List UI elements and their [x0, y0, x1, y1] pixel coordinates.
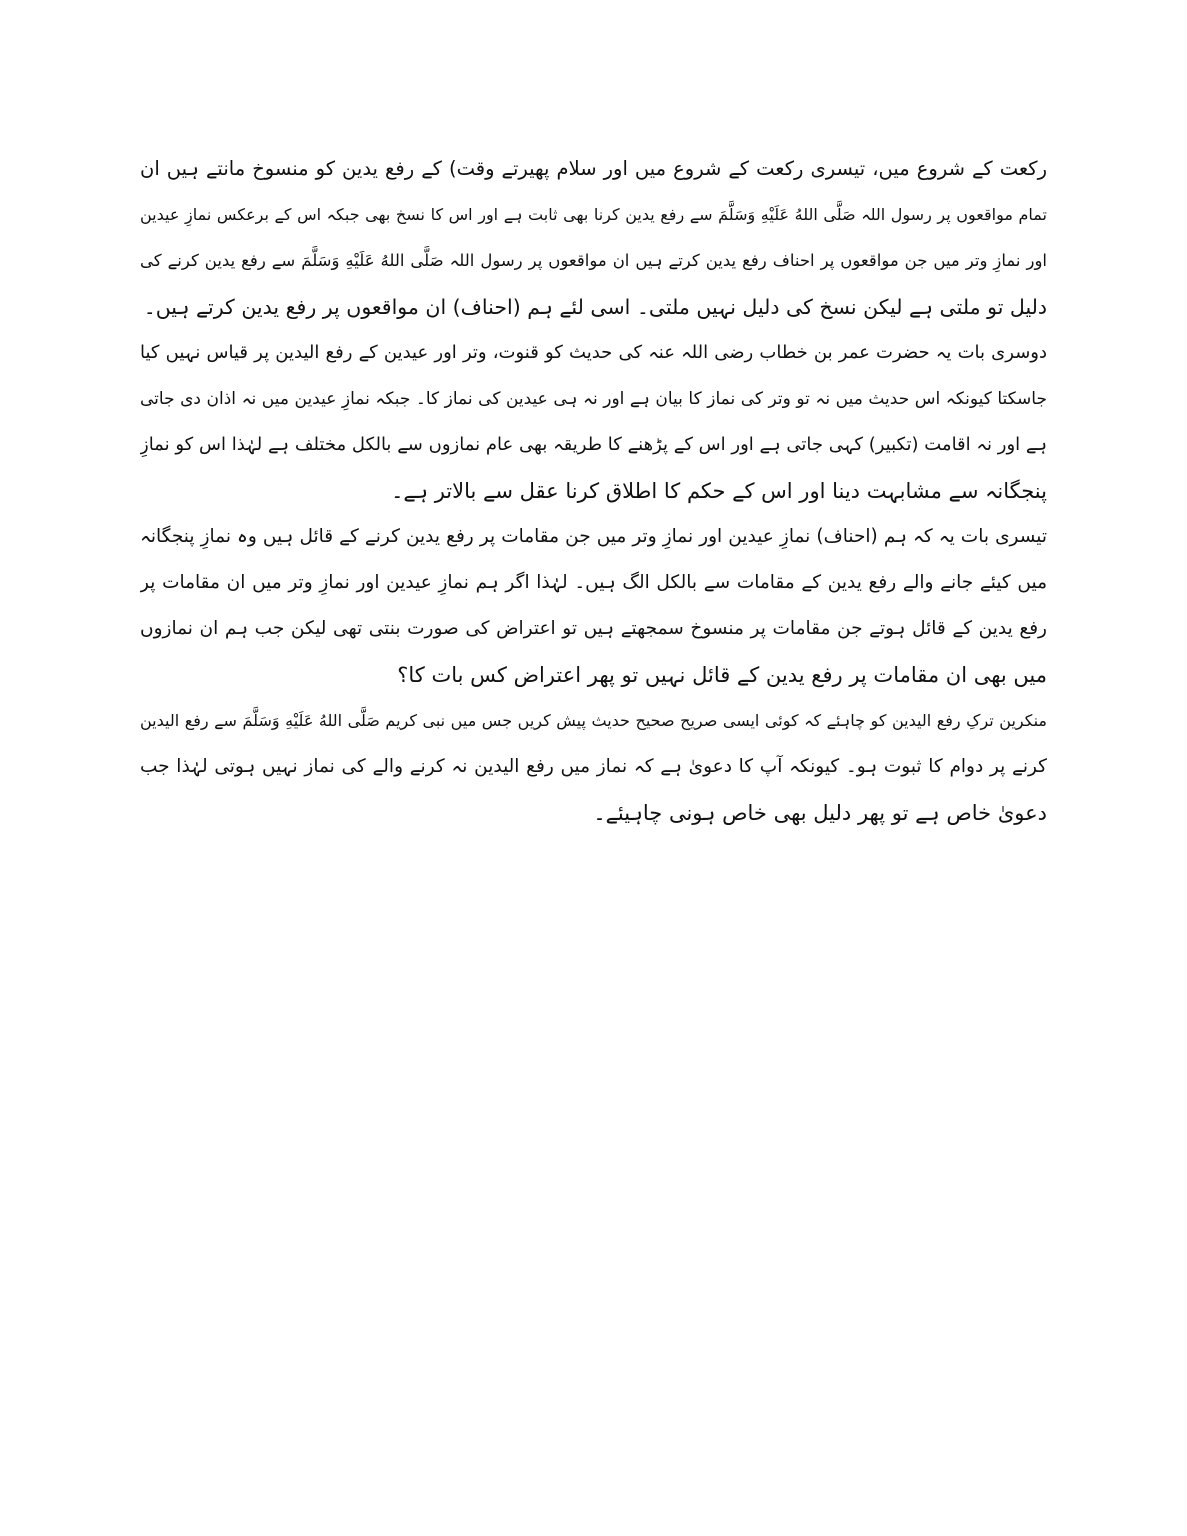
text-line: منکرین ترکِ رفع الیدین کو چاہئے کہ کوئی ایسی صریح صحیح حدیث پیش کریں جس میں نبی کریم صَلَّى اللهُ عَلَيْهِ وَسَلَّمَ سے رفع الیدین	[140, 711, 1047, 730]
text-line: دوسری بات یہ حضرت عمر بن خطاب رضی اللہ عنہ کی حدیث کو قنوت، وتر اور عیدین کے رفع الیدین پر قیاس نہیں کیا	[140, 342, 1047, 363]
paragraph-end-line: پنجگانہ سے مشابہت دینا اور اس کے حکم کا اطلاق کرنا عقل سے بالاتر ہے۔	[391, 479, 1047, 503]
text-line: ہے اور نہ اقامت (تکبیر) کہی جاتی ہے اور اس کے پڑھنے کا طریقہ بھی عام نمازوں سے بالکل مختلف ہے لہٰذا اس کو نمازِ	[140, 434, 1047, 455]
urdu-text-block	[140, 146, 1047, 836]
text-line: میں کیئے جانے والے رفع یدین کے مقامات سے بالکل الگ ہیں۔ لہٰذا اگر ہم نمازِ عیدین اور نمازِ وتر میں ان مقامات پر	[140, 572, 1047, 593]
text-line: رکعت کے شروع میں، تیسری رکعت کے شروع میں اور سلام پھیرتے وقت) کے رفع یدین کو منسوخ مانتے ہیں ان	[140, 157, 1047, 180]
text-line: تیسری بات یہ کہ ہم (احناف) نمازِ عیدین اور نمازِ وتر میں جن مقامات پر رفع یدین کرنے کے قائل ہیں وہ نمازِ پنجگانہ	[140, 526, 1047, 547]
text-line: کرنے پر دوام کا ثبوت ہو۔ کیونکہ آپ کا دعویٰ ہے کہ نماز میں رفع الیدین نہ کرنے والے کی نماز نہیں ہوتی لہٰذا جب	[140, 756, 1047, 777]
paragraph-end-line: دلیل تو ملتی ہے لیکن نسخ کی دلیل نہیں ملتی۔ اسی لئے ہم (احناف) ان مواقعوں پر رفع یدین کرتے ہیں۔	[143, 295, 1047, 319]
text-line: تمام مواقعوں پر رسول اللہ صَلَّى اللهُ عَلَيْهِ وَسَلَّمَ سے رفع یدین کرنا بھی ثابت ہے اور اس کا نسخ بھی جبکہ اس کے برعکس نمازِ عیدین	[140, 205, 1047, 224]
text-line: جاسکتا کیونکہ اس حدیث میں نہ تو وتر کی نماز کا بیان ہے اور نہ ہی عیدین کی نماز کا۔ جبکہ نمازِ عیدین میں نہ اذان دی جاتی	[140, 389, 1047, 409]
paragraph-end-line: دعویٰ خاص ہے تو پھر دلیل بھی خاص ہونی چاہیئے۔	[593, 801, 1047, 825]
paragraph-end-line: میں بھی ان مقامات پر رفع یدین کے قائل نہیں تو پھر اعتراض کس بات کا؟	[397, 663, 1047, 687]
text-line: اور نمازِ وتر میں جن مواقعوں پر احناف رفع یدین کرتے ہیں ان مواقعوں پر رسول اللہ صَلَّى اللهُ عَلَيْهِ وَسَلَّمَ سے رفع یدین کرنے کی	[140, 251, 1047, 270]
text-line: رفع یدین کے قائل ہوتے جن مقامات پر منسوخ سمجھتے ہیں تو اعتراض کی صورت بنتی تھی لیکن جب ہم ان نمازوں	[140, 618, 1047, 639]
